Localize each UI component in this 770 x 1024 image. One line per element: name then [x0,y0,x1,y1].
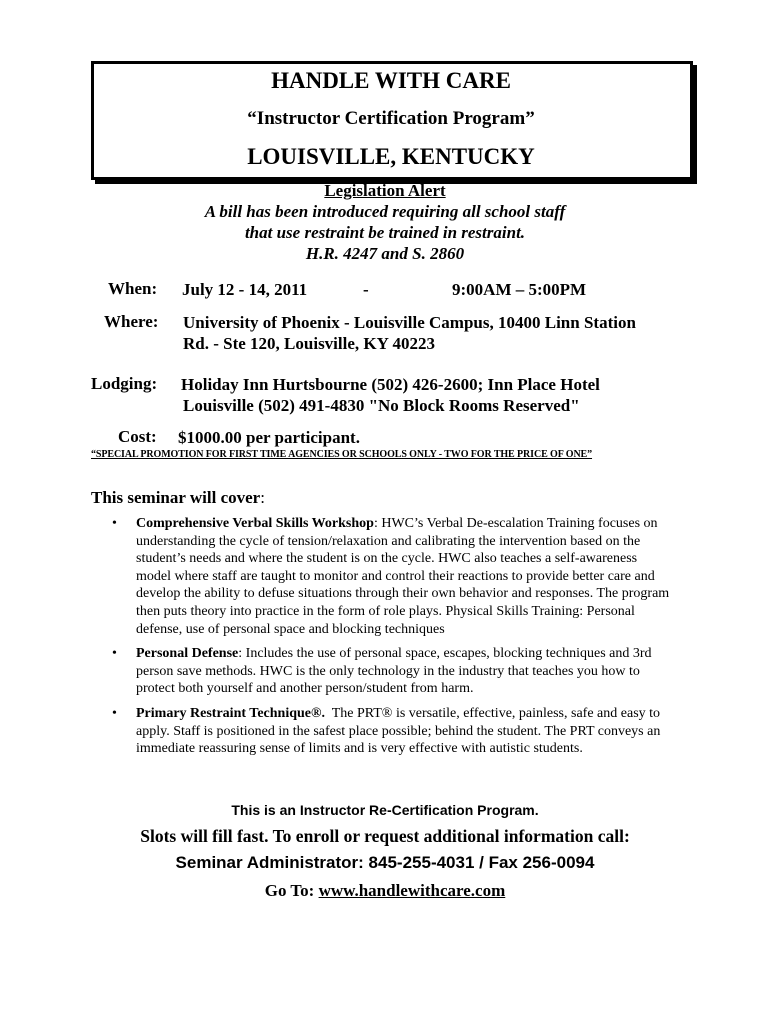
when-time: 9:00AM – 5:00PM [452,280,587,299]
when-date: July 12 - 14, 2011 [182,280,308,299]
special-promotion: “SPECIAL PROMOTION FOR FIRST TIME AGENCIES OR SCHOOLS ONLY - TWO FOR THE PRICE OF ONE” [91,449,593,460]
cost-value: $1000.00 per participant. [178,428,360,447]
recertification-note: This is an Instructor Re-Certification Program. [231,802,539,818]
bullet-icon: • [112,646,117,662]
legislation-alert-heading: Legislation Alert [324,181,446,200]
when-dash: - [363,280,369,299]
topic-separator [325,706,332,721]
where-line-2: Rd. - Ste 120, Louisville, KY 40223 [183,334,436,353]
alert-line-2: that use restraint be trained in restraint. [244,223,526,242]
enroll-note: Slots will fill fast. To enroll or request additional information call: [140,826,630,846]
list-item [110,705,670,758]
go-to-line [0,881,770,901]
cost-label: Cost: [118,427,157,446]
topic-separator: : [238,646,246,662]
seminar-heading-colon: : [260,488,265,507]
topic-title: Personal Defense [136,646,239,662]
topic-title: Primary Restraint Technique®. [136,705,325,721]
seminar-heading-text: This seminar will cover [91,488,261,507]
topic-description: The PRT® is versatile, effective, painless, safe and easy to apply. Staff is positioned in the safest place possible; behind the student. The PRT conveys an immediate reassuring sense of limits and is very effective with autistic students. [136,705,661,757]
where-line-1: University of Phoenix - Louisville Campus, 10400 Linn Station [183,313,636,332]
program-subtitle: “Instructor Certification Program” [247,108,535,129]
seminar-administrator-contact: Seminar Administrator: 845-255-4031 / Fax 256-0094 [175,853,595,872]
list-item [110,515,670,638]
website-link[interactable]: www.handlewithcare.com [318,881,506,900]
lodging-label: Lodging: [91,374,158,393]
lodging-line-1: Holiday Inn Hurtsbourne (502) 426-2600; Inn Place Hotel [181,375,600,394]
bullet-icon: • [112,516,117,531]
lodging-line-2: Louisville (502) 491-4830 "No Block Rooms Reserved" [183,396,580,415]
where-label: Where: [104,312,159,331]
page-title: HANDLE WITH CARE [271,68,511,93]
topic-title: Comprehensive Verbal Skills Workshop [136,516,374,531]
bullet-icon: • [112,705,117,721]
when-label: When: [108,279,158,298]
alert-line-3: H.R. 4247 and S. 2860 [305,244,465,263]
location-title: LOUISVILLE, KENTUCKY [247,144,535,169]
topic-description: HWC’s Verbal De-escalation Training focuses on understanding the cycle of tension/relaxation and calibrating the intervention based on the student’s needs and where the student is on the cycle. HWC also teaches a self-awareness model where staff are taught to monitor and control their reactions to provide better care and develop the ability to defuse situations through their own behavior and responses. The program then puts theory into practice in the form of role plays. Physical Skills Training: Personal defense, use of personal space and blocking techniques [136,516,670,637]
seminar-topics-list [110,515,670,765]
seminar-heading [91,488,265,508]
alert-line-1: A bill has been introduced requiring all school staff [204,202,566,221]
list-item [110,645,670,698]
topic-separator: : [373,516,382,531]
topic-description: Includes the use of personal space, escapes, blocking techniques and 3rd person save methods. HWC is the only technology in the industry that teaches you how to protect both yourself and another person/student from harm. [136,646,652,697]
go-to-label: Go To: [264,881,319,900]
